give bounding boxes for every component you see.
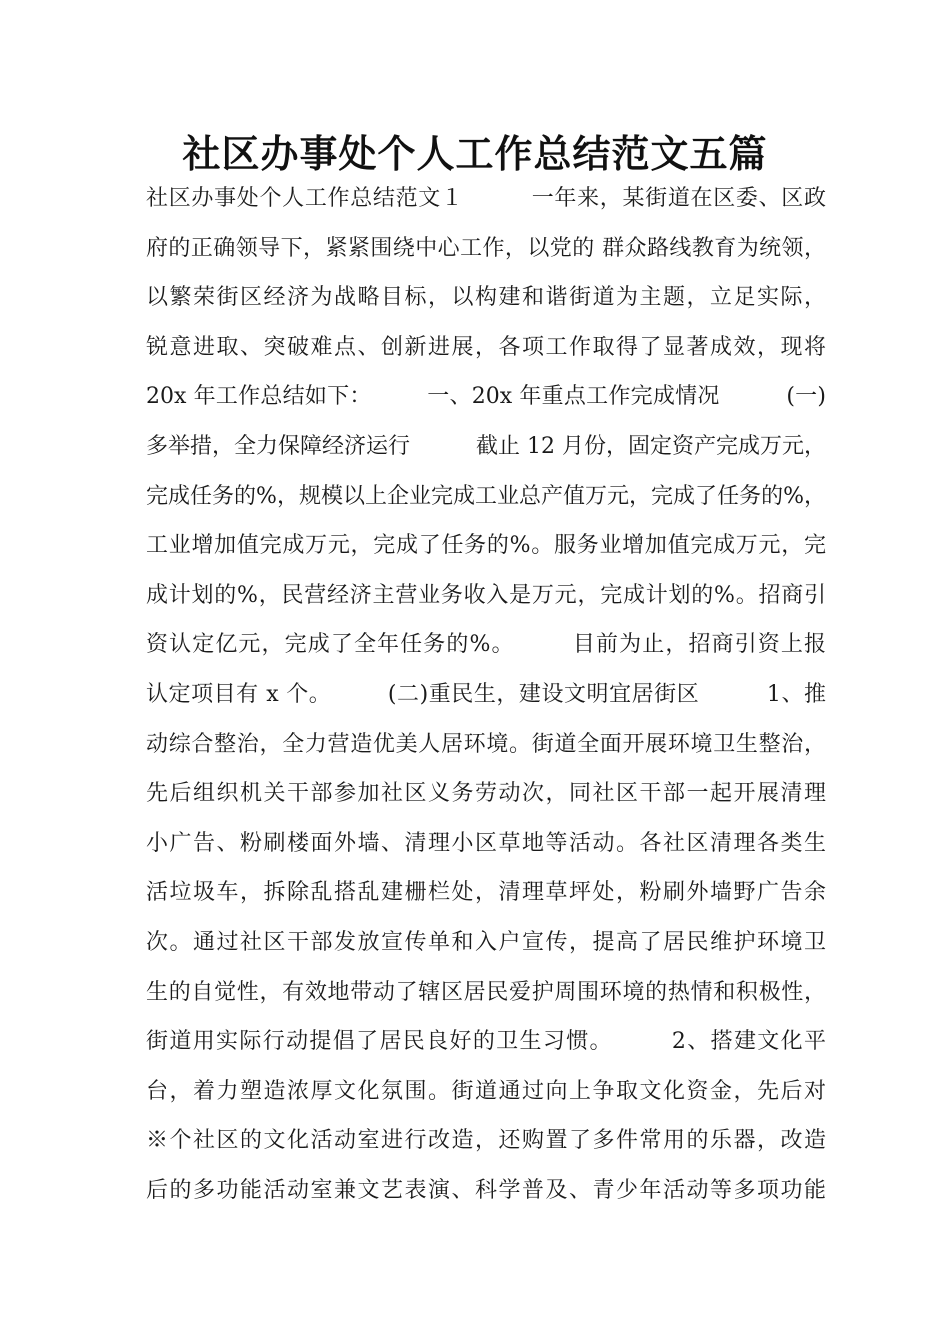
body-line: 后的多功能活动室兼文艺表演、科学普及、青少年活动等多项功能 [146,1177,826,1203]
body-line: 多举措，全力保障经济运行 截止 12 月份，固定资产完成万元， [146,433,826,459]
body-line: 台，着力塑造浓厚文化氛围。街道通过向上争取文化资金，先后对 [146,1078,826,1104]
body-line: 街道用实际行动提倡了居民良好的卫生习惯。 2、搭建文化平 [146,1029,826,1055]
body-line: 认定项目有 x 个。 (二)重民生，建设文明宜居街区 1、推 [146,681,826,707]
body-line: ※个社区的文化活动室进行改造，还购置了多件常用的乐器，改造 [146,1128,826,1154]
body-line: 工业增加值完成万元，完成了任务的%。服务业增加值完成万元，完 [146,533,826,559]
body-line: 资认定亿元，完成了全年任务的%。 目前为止，招商引资上报 [146,632,826,658]
body-line: 以繁荣街区经济为战略目标，以构建和谐街道为主题，立足实际， [146,285,826,311]
body-line: 小广告、粉刷楼面外墙、清理小区草地等活动。各社区清理各类生 [146,830,826,856]
body-line: 生的自觉性，有效地带动了辖区居民爱护周围环境的热情和积极性， [146,979,826,1005]
body-line: 锐意进取、突破难点、创新进展，各项工作取得了显著成效，现将 [146,334,826,360]
body-line: 动综合整治，全力营造优美人居环境。街道全面开展环境卫生整治， [146,731,826,757]
body-line: 完成任务的%，规模以上企业完成工业总产值万元，完成了任务的%， [146,483,826,509]
body-line: 社区办事处个人工作总结范文１ 一年来，某街道在区委、区政 [146,186,826,211]
body-line: 府的正确领导下，紧紧围绕中心工作，以党的 群众路线教育为统领， [146,235,826,261]
document-title: 社区办事处个人工作总结范文五篇 [182,132,768,176]
body-line: 次。通过社区干部发放宣传单和入户宣传，提高了居民维护环境卫 [146,929,826,955]
body-line: 活垃圾车，拆除乱搭乱建栅栏处，清理草坪处，粉刷外墙野广告余 [146,880,826,906]
body-line: 先后组织机关干部参加社区义务劳动次，同社区干部一起开展清理 [146,781,826,807]
document-body [146,174,826,1215]
body-line: 20x 年工作总结如下： 一、20x 年重点工作完成情况 (一) [146,384,826,410]
body-line: 成计划的%，民营经济主营业务收入是万元，完成计划的%。招商引 [146,582,826,608]
